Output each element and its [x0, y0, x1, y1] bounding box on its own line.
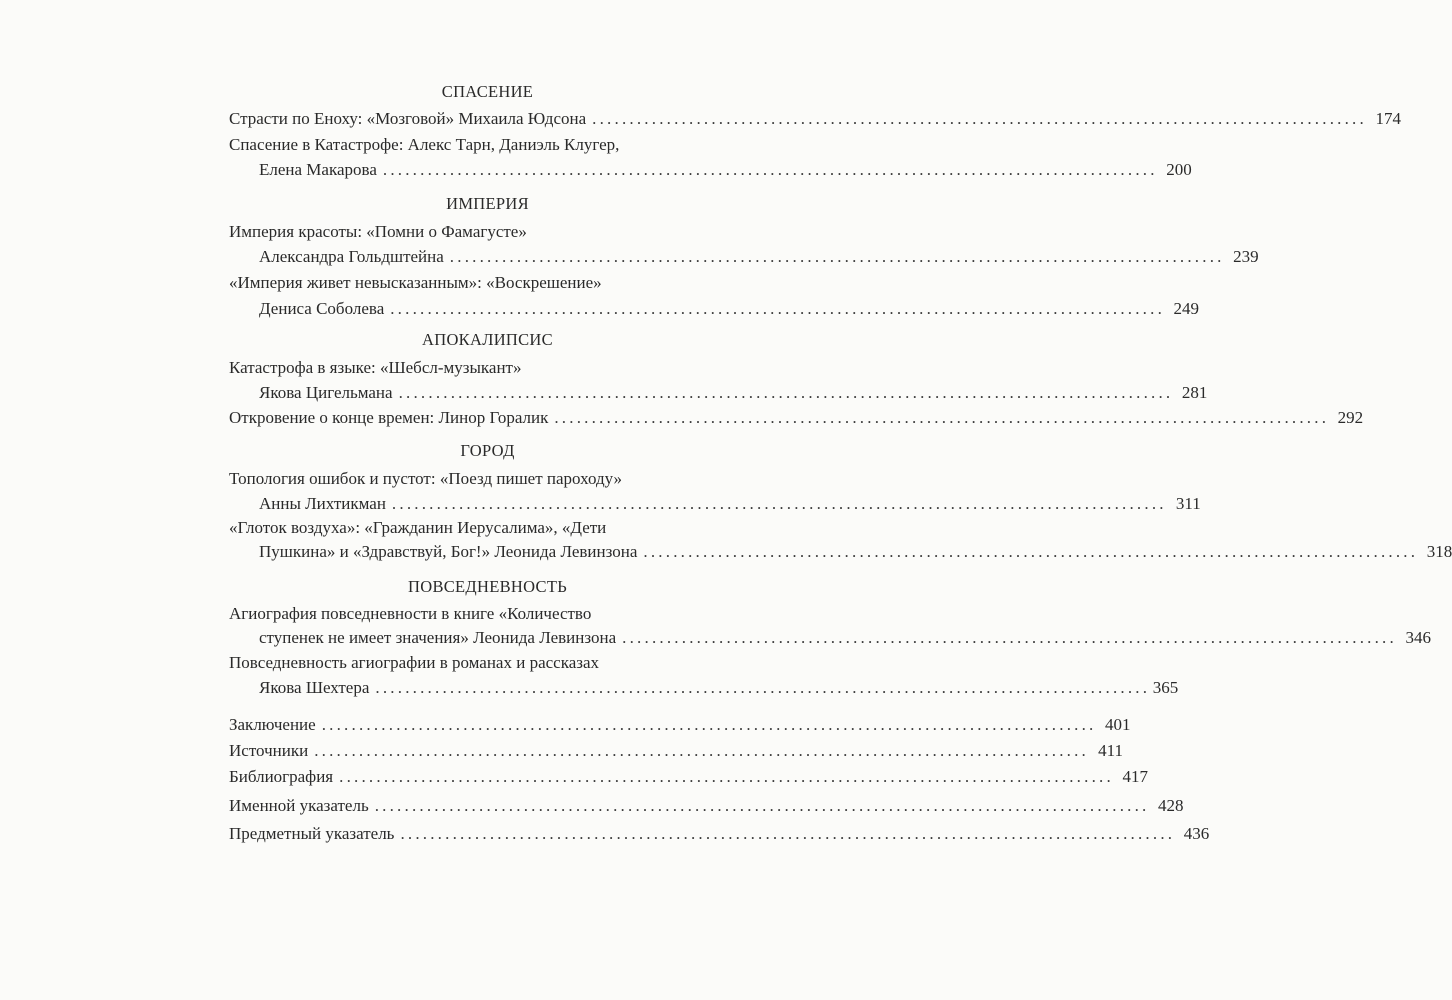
- page-number: 411: [1098, 741, 1124, 760]
- dot-leader: ........................................................................................................: [643, 542, 1419, 561]
- toc-entry[interactable]: [259, 296, 1200, 322]
- dot-leader: ........................................................................................................: [314, 741, 1090, 760]
- dot-leader: ........................................................................................................: [398, 383, 1174, 402]
- toc-entry-line[interactable]: Империя красоты: «Помни о Фамагусте»: [229, 222, 527, 241]
- toc-entry[interactable]: [229, 821, 1210, 847]
- entry-title: Именной указатель: [229, 796, 369, 815]
- section-title: АПОКАЛИПСИС: [422, 330, 553, 349]
- section-title: ИМПЕРИЯ: [446, 194, 529, 213]
- entry-title: Страсти по Еноху: «Мозговой» Михаила Юдсона: [229, 109, 587, 128]
- entry-title: ступенек не имеет значения» Леонида Левинзона: [259, 628, 617, 647]
- page-number: 436: [1183, 824, 1210, 843]
- page-number: 200: [1166, 160, 1192, 179]
- dot-leader: ........................................................................................................: [400, 824, 1176, 843]
- entry-title: Библиография: [229, 767, 334, 786]
- entry-title: Заключение: [229, 715, 316, 734]
- section-title: СПАСЕНИЕ: [441, 82, 534, 101]
- toc-entry[interactable]: [259, 380, 1208, 406]
- dot-leader: ........................................................................................................: [554, 408, 1330, 427]
- toc-entry-line[interactable]: Повседневность агиографии в романах и рассказах: [229, 653, 600, 672]
- entry-title: Анны Лихтикман: [259, 494, 386, 513]
- toc-entry[interactable]: [229, 405, 1364, 431]
- page-number: 311: [1175, 494, 1201, 513]
- toc-entry-line[interactable]: Спасение в Катастрофе: Алекс Тарн, Даниэль Клугер,: [229, 135, 620, 154]
- toc-entry[interactable]: [229, 764, 1148, 790]
- toc-entry[interactable]: [259, 244, 1259, 270]
- toc-entry[interactable]: [259, 539, 1452, 565]
- dot-leader: ........................................................................................................: [390, 299, 1166, 318]
- entry-title: Якова Цигельмана: [259, 383, 393, 402]
- toc-entry-line[interactable]: Катастрофа в языке: «Шебсл-музыкант»: [229, 358, 522, 377]
- dot-leader: ........................................................................................................: [374, 796, 1150, 815]
- page-number: 428: [1158, 796, 1184, 815]
- dot-leader: ........................................................................................................: [375, 678, 1151, 697]
- toc-entry-line[interactable]: «Империя живет невысказанным»: «Воскрешение»: [229, 273, 602, 292]
- dot-leader: ........................................................................................................: [382, 160, 1158, 179]
- dot-leader: ........................................................................................................: [592, 109, 1367, 128]
- section-title: ГОРОД: [460, 441, 515, 460]
- toc-entry[interactable]: [259, 157, 1192, 183]
- toc-entry[interactable]: [229, 793, 1184, 819]
- entry-title: Источники: [229, 741, 309, 760]
- dot-leader: ........................................................................................................: [321, 715, 1097, 734]
- page-number: 417: [1122, 767, 1148, 786]
- section-title: ПОВСЕДНЕВНОСТЬ: [408, 577, 567, 596]
- page-number: 281: [1181, 383, 1208, 402]
- toc-entry[interactable]: [259, 491, 1201, 517]
- toc-entry[interactable]: [229, 738, 1124, 764]
- entry-title: Откровение о конце времен: Линор Горалик: [229, 408, 549, 427]
- entry-title: Елена Макарова: [259, 160, 377, 179]
- toc-entry-line[interactable]: «Глоток воздуха»: «Гражданин Иерусалима», «Дети: [229, 518, 607, 537]
- entry-title: Пушкина» и «Здравствуй, Бог!» Леонида Левинзона: [259, 542, 638, 561]
- entry-title: Предметный указатель: [229, 824, 395, 843]
- toc-entry-line[interactable]: Агиография повседневности в книге «Количество: [229, 604, 592, 623]
- page-number: 401: [1105, 715, 1131, 734]
- page-number: 249: [1173, 299, 1200, 318]
- entry-title: Якова Шехтера: [259, 678, 370, 697]
- dot-leader: ........................................................................................................: [622, 628, 1397, 647]
- dot-leader: ........................................................................................................: [391, 494, 1167, 513]
- toc-entry[interactable]: [259, 675, 1179, 701]
- entry-title: Александра Гольдштейна: [259, 247, 444, 266]
- page-number: 318: [1426, 542, 1452, 561]
- page-number: 292: [1337, 408, 1364, 427]
- entry-title: Дениса Соболева: [259, 299, 385, 318]
- page-number: 174: [1375, 109, 1401, 128]
- toc-entry[interactable]: [259, 625, 1431, 651]
- dot-leader: ........................................................................................................: [339, 767, 1114, 786]
- toc-entry-line[interactable]: Топология ошибок и пустот: «Поезд пишет пароходу»: [229, 469, 623, 488]
- toc-entry[interactable]: [229, 106, 1401, 132]
- page-number: 365: [1152, 678, 1179, 697]
- toc-entry[interactable]: [229, 712, 1131, 738]
- page-number: 239: [1233, 247, 1259, 266]
- page-number: 346: [1405, 628, 1431, 647]
- dot-leader: ........................................................................................................: [449, 247, 1225, 266]
